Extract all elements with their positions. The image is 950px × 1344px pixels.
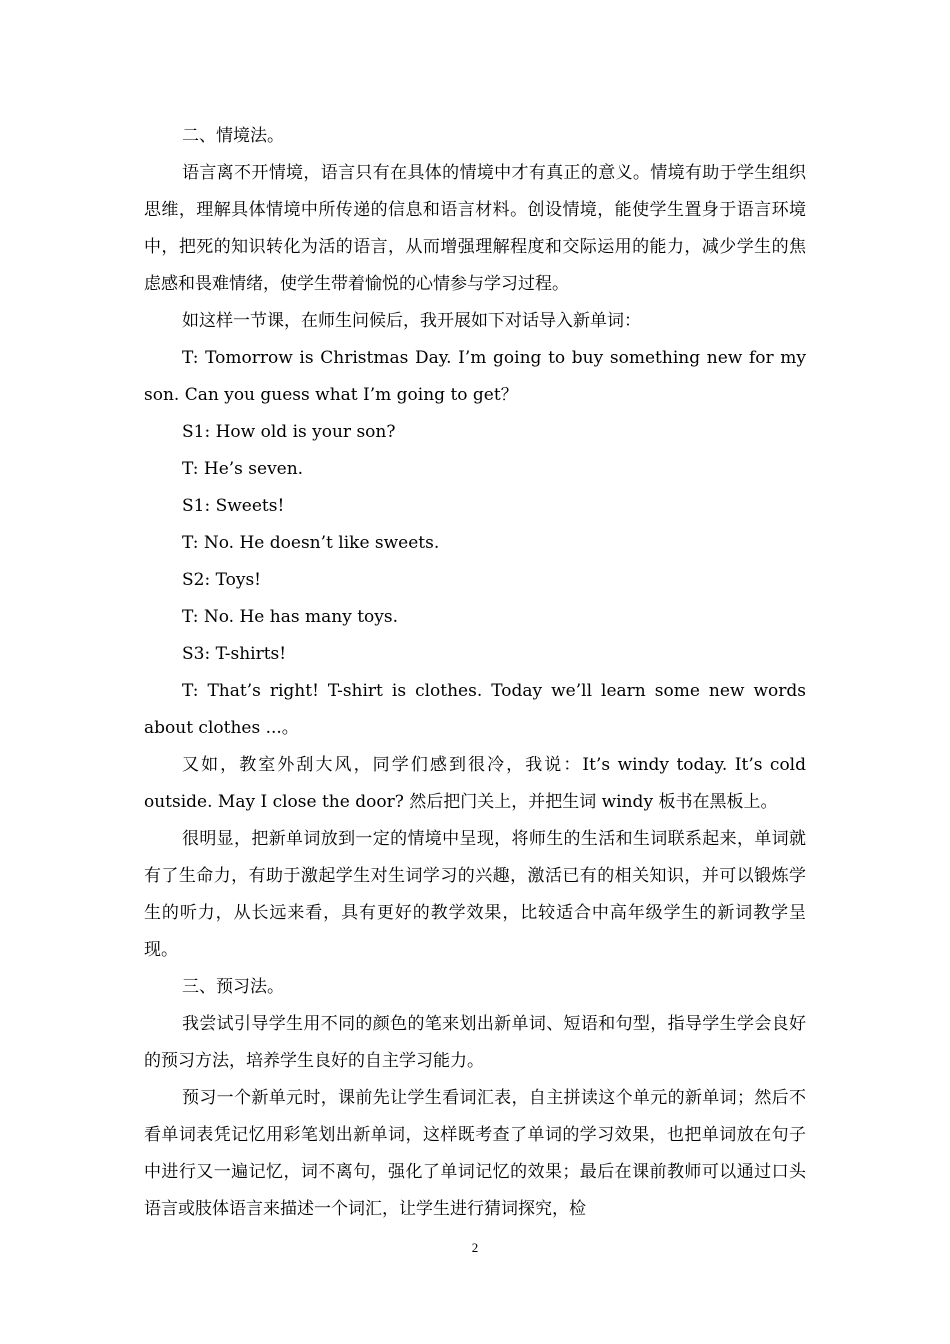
dialogue-line: T: No. He doesn’t like sweets. (182, 533, 440, 553)
document-body (144, 118, 806, 1228)
paragraph-preview-intro: 我尝试引导学生用不同的颜色的笔来划出新单词、短语和句型，指导学生学会良好的预习方法，培养学生良好的自主学习能力。 (144, 1014, 806, 1071)
paragraph-preview-steps: 预习一个新单元时，课前先让学生看词汇表，自主拼读这个单元的新单词；然后不看单词表凭记忆用彩笔划出新单词，这样既考查了单词的学习效果，也把单词放在句子中进行又一遍记忆，词不离句，强化了单词记忆的效果；最后在课前教师可以通过口头语言或肢体语言来描述一个词汇，让学生进行猜词探究，检 (144, 1088, 806, 1219)
dialogue-teacher-opening: T: Tomorrow is Christmas Day. I’m going to buy something new for my son. Can you guess what I’m going to get？ (144, 348, 806, 405)
paragraph-situation-summary: 很明显，把新单词放到一定的情境中呈现，将师生的生活和生词联系起来，单词就有了生命力，有助于激起学生对生词学习的兴趣，激活已有的相关知识，并可以锻炼学生的听力，从长远来看，具有更好的教学效果，比较适合中高年级学生的新词教学呈现。 (144, 829, 806, 960)
dialogue-line: S1: How old is your son? (182, 422, 396, 442)
dialogue-line: S3: T-shirts! (182, 644, 287, 664)
paragraph-situation-intro: 语言离不开情境，语言只有在具体的情境中才有真正的意义。情境有助于学生组织思维，理解具体情境中所传递的信息和语言材料。创设情境，能使学生置身于语言环境中，把死的知识转化为活的语言，从而增强理解程度和交际运用的能力，减少学生的焦虑感和畏难情绪，使学生带着愉悦的心情参与学习过程。 (144, 163, 806, 294)
paragraph-example-intro: 如这样一节课，在师生问候后，我开展如下对话导入新单词： (182, 311, 641, 331)
dialogue-line: T: No. He has many toys. (182, 607, 398, 627)
dialogue-line: T: He’s seven. (182, 459, 304, 479)
section-heading-preview: 三、预习法。 (182, 977, 284, 997)
paragraph-windy-example: 又如，教室外刮大风，同学们感到很冷，我说：It’s windy today. It’s cold outside. May I close the door? 然后把门关上，并把生词 windy 板书在黑板上。 (144, 755, 806, 812)
dialogue-teacher-closing: T: That’s right! T-shirt is clothes. Today we’ll learn some new words about clothes ...。 (144, 681, 806, 738)
page-number: 2 (471, 1240, 479, 1255)
dialogue-line: S1: Sweets! (182, 496, 285, 516)
section-heading-situation: 二、情境法。 (182, 126, 284, 146)
dialogue-line: S2: Toys! (182, 570, 262, 590)
